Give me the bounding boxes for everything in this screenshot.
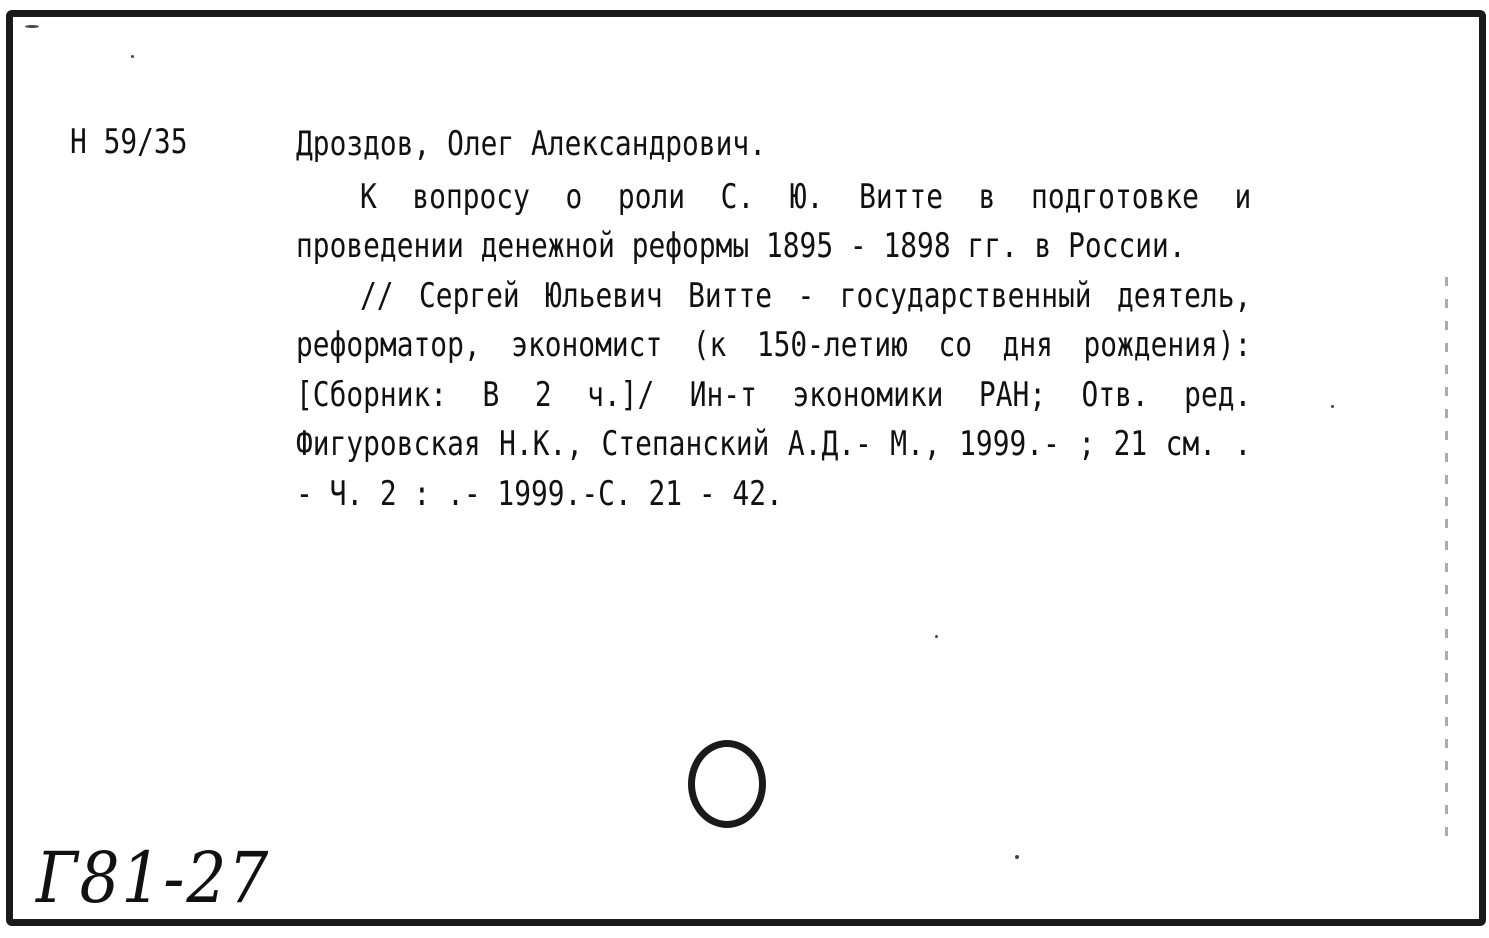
scan-speck bbox=[935, 635, 938, 638]
scan-speck bbox=[25, 25, 39, 28]
author-heading: Дроздов, Олег Александрович. bbox=[296, 124, 766, 164]
bibliographic-entry bbox=[296, 120, 1251, 519]
scan-speck bbox=[1015, 855, 1019, 859]
card-edge-noise bbox=[1445, 277, 1448, 837]
handwritten-inventory-number: Г81-27 bbox=[36, 837, 271, 919]
punch-hole bbox=[688, 740, 766, 828]
shelfmark: Н 59/35 bbox=[70, 122, 188, 162]
work-title: К вопросу о роли С. Ю. Витте в подготовке и проведении денежной реформы 1895 - 1898 гг. в России. bbox=[296, 176, 1252, 266]
scan-speck bbox=[1331, 405, 1334, 408]
scan-speck bbox=[131, 55, 134, 58]
source-description: // Сергей Юльевич Витте - государственный деятель, реформатор, экономист (к 150-летию со дня рождения): [Сборник: В 2 ч.]/ Ин-т экономики РАН; Отв. ред. Фигуровская Н.К., Степанский А.Д.- М., 1999.- ; 21 см. . - Ч. 2 : .- 1999.-С. 21 - 42. bbox=[296, 275, 1252, 514]
